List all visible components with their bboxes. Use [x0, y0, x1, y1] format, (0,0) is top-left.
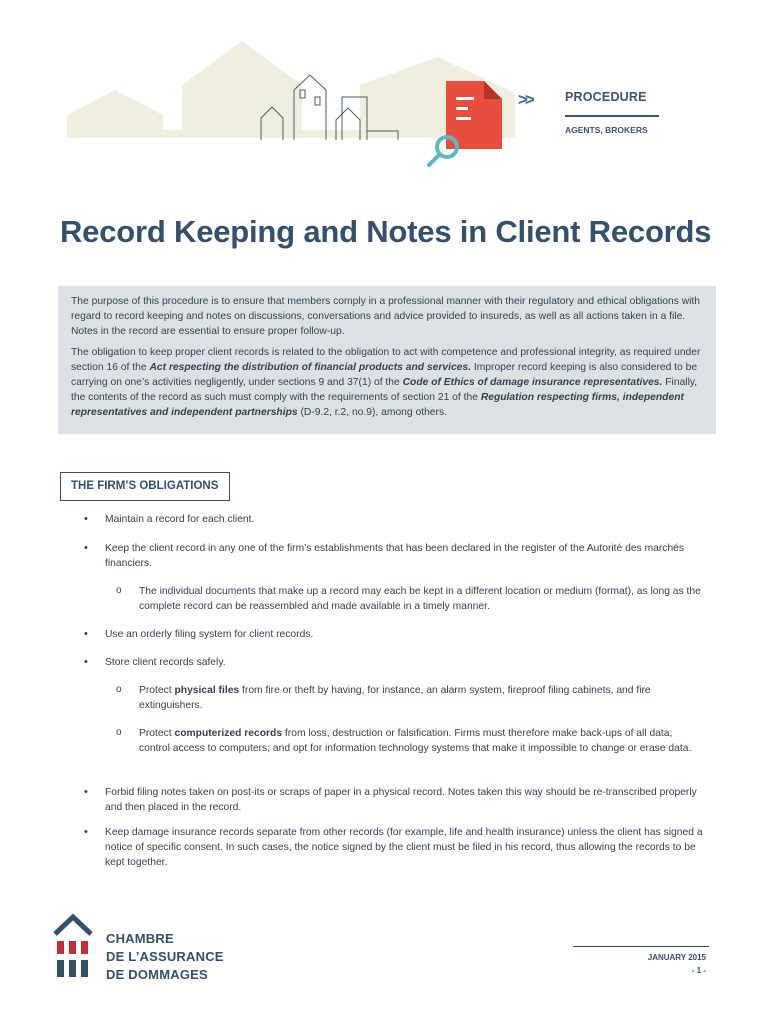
- logo-line-1: CHAMBRE: [106, 931, 174, 946]
- list-item: • Keep damage insurance records separate from other records (for example, life and health insurance) unless the client has signed a notice of specific consent. In such cases, the notice signed by the client must be filed in his record, thus allowing the records to be kept together.: [84, 826, 703, 868]
- bullet-icon: •: [84, 826, 88, 838]
- header-illustration: [60, 35, 530, 170]
- sub-bullet-icon: o: [116, 585, 122, 596]
- list-item: • Store client records safely.: [84, 656, 226, 668]
- procedure-audience: AGENTS, BROKERS: [565, 125, 648, 135]
- chevron-right-icon: >>: [518, 90, 532, 109]
- houses-document-illustration: [60, 35, 530, 170]
- list-item: • Keep the client record in any one of the firm’s establishments that has been declared in the register of the Autorité des marchés financiers.: [84, 542, 685, 569]
- chad-logo: [52, 913, 252, 983]
- page-number: - 1 -: [691, 966, 706, 975]
- intro-box: [58, 286, 716, 434]
- bullet-icon: •: [84, 542, 88, 554]
- bullet-icon: •: [84, 628, 88, 640]
- section-title-firm-obligations: THE FIRM’S OBLIGATIONS: [60, 472, 230, 501]
- sub-bullet-icon: o: [116, 684, 122, 695]
- footer-date: JANUARY 2015: [647, 953, 706, 962]
- intro-paragraph-1: The purpose of this procedure is to ensure that members comply in a professional manner with their regulatory and ethical obligations with regard to record keeping and notes on discussions, conversations and advice provided to insureds, as well as all actions taken in a file. Notes in the record are essential to ensure proper follow-up.: [71, 296, 701, 337]
- sub-bullet-icon: o: [116, 727, 122, 738]
- magnifier-icon: [429, 137, 457, 165]
- bullet-icon: •: [84, 656, 88, 668]
- logo-house-icon: [52, 913, 102, 981]
- logo-line-2: DE L’ASSURANCE: [106, 949, 224, 964]
- sub-list-item: o Protect computerized records from loss, destruction or falsification. Firms must therefore make back-ups of all data; control access to computers; and opt for information technology systems that make it impossible to change or erase data.: [116, 727, 692, 754]
- document-title: Record Keeping and Notes in Client Records: [60, 214, 712, 249]
- logo-line-3: DE DOMMAGES: [106, 967, 208, 982]
- footer-divider: [573, 946, 709, 947]
- sub-list-item: o Protect physical files from fire or theft by having, for instance, an alarm system, fireproof filing cabinets, and fire extinguishers.: [116, 684, 651, 711]
- list-item: • Forbid filing notes taken on post-its or scraps of paper in a physical record. Notes taken this way should be re-transcribed properly and then placed in the record.: [84, 786, 697, 813]
- list-item: • Use an orderly filing system for client records.: [84, 628, 314, 640]
- intro-paragraph-2: The obligation to keep proper client records is related to the obligation to act with competence and professional integrity, as required under section 16 of the Act respecting the distribution of financial products and services. Improper record keeping is also considered to be carrying on one’s activities negligently, under sections 9 and 37(1) of the Code of Ethics of damage insurance representatives. Finally, the contents of the record as such must comply with the requirements of section 21 of the Regulation respecting firms, independent representatives and independent partnerships (D-9.2, r.2, no.9), among others.: [71, 347, 701, 418]
- list-item: • Maintain a record for each client.: [84, 513, 255, 525]
- procedure-divider: [565, 115, 659, 117]
- sub-list-item: o The individual documents that make up a record may each be kept in a different location or medium (format), as long as the complete record can be reassembled and made available in a timely manner.: [116, 585, 701, 612]
- bullet-icon: •: [84, 513, 88, 525]
- bullet-icon: •: [84, 786, 88, 798]
- procedure-label: PROCEDURE: [565, 90, 647, 104]
